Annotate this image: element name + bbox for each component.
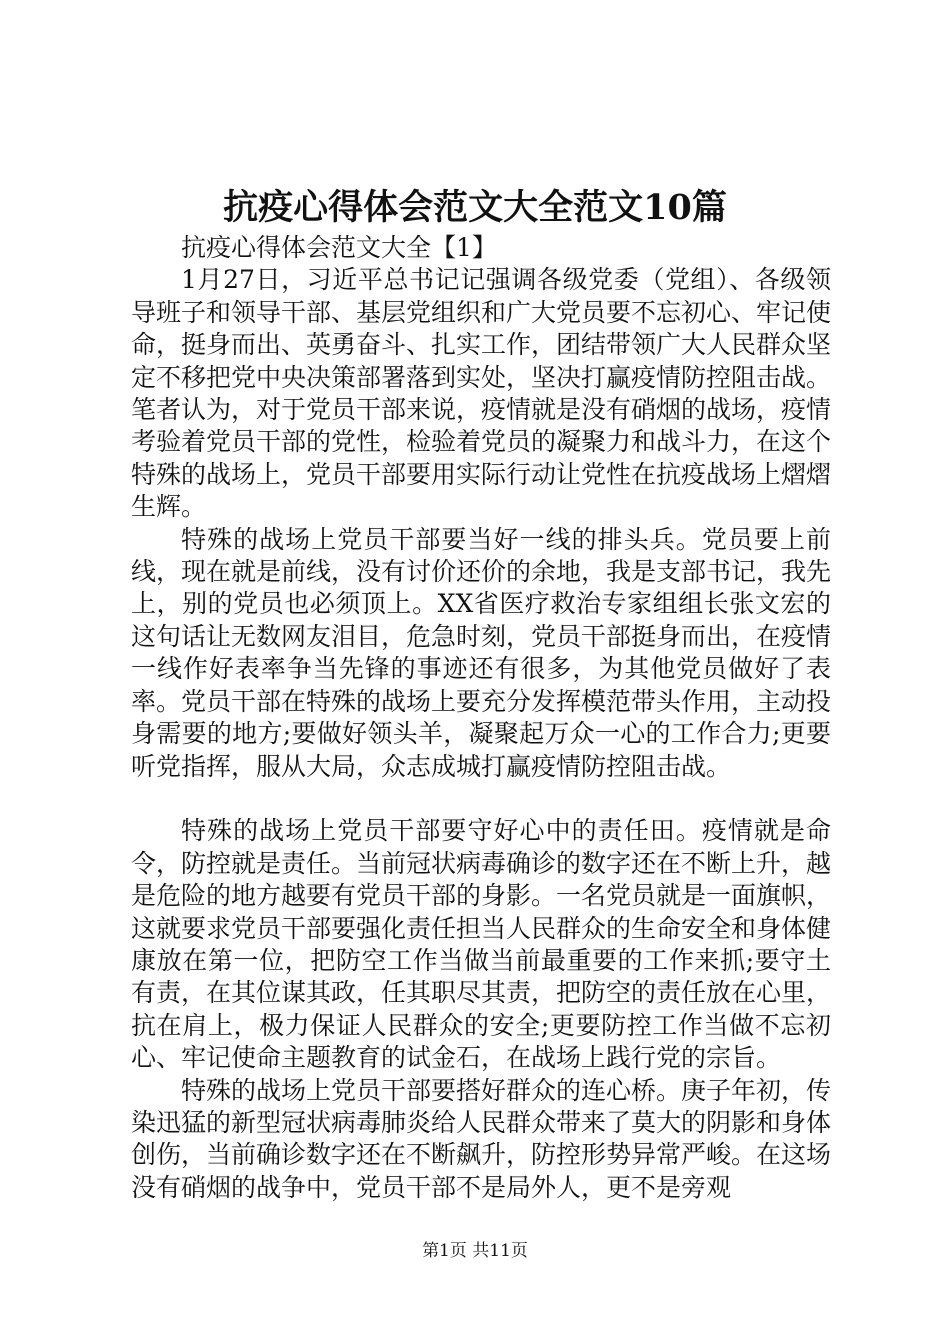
document-title: 抗疫心得体会范文大全范文10篇 bbox=[223, 187, 727, 228]
body-paragraph: 特殊的战场上党员干部要搭好群众的连心桥。庚子年初，传染迅猛的新型冠状病毒肺炎给人民群众带来了莫大的阴影和身体创伤，当前确诊数字还在不断飙升，防控形势异常严峻。在这场没有硝烟的战争中，党员干部不是局外人，更不是旁观 bbox=[131, 1075, 832, 1202]
section-heading: 抗疫心得体会范文大全【1】 bbox=[181, 233, 497, 262]
body-paragraph: 特殊的战场上党员干部要当好一线的排头兵。党员要上前线，现在就是前线，没有讨价还价的余地，我是支部书记，我先上，别的党员也必须顶上。XX省医疗救治专家组组长张文宏的这句话让无数网友泪目，危急时刻，党员干部挺身而出，在疫情一线作好表率争当先锋的事迹还有很多，为其他党员做好了表率。党员干部在特殊的战场上要充分发挥模范带头作用，主动投身需要的地方;要做好领头羊，凝聚起万众一心的工作合力;更要听党指挥，服从大局，众志成城打赢疫情防控阻击战。 bbox=[131, 524, 832, 781]
page-footer: 第1页 共11页 bbox=[422, 1241, 528, 1261]
body-paragraph: 1月27日，习近平总书记记强调各级党委（党组）、各级领导班子和领导干部、基层党组织和广大党员要不忘初心、牢记使命，挺身而出、英勇奋斗、扎实工作，团结带领广大人民群众坚定不移把党中央决策部署落到实处，坚决打赢疫情防控阻击战。笔者认为，对于党员干部来说，疫情就是没有硝烟的战场，疫情考验着党员干部的党性，检验着党员的凝聚力和战斗力，在这个特殊的战场上，党员干部要用实际行动让党性在抗疫战场上熠熠生辉。 bbox=[131, 265, 832, 522]
document-body bbox=[131, 232, 831, 1204]
body-paragraph: 特殊的战场上党员干部要守好心中的责任田。疫情就是命令，防控就是责任。当前冠状病毒确诊的数字还在不断上升，越是危险的地方越要有党员干部的身影。一名党员就是一面旗帜，这就要求党员干部要强化责任担当人民群众的生命安全和身体健康放在第一位，把防空工作当做当前最重要的工作来抓;要守土有责，在其位谋其政，任其职尽其责，把防空的责任放在心里，抗在肩上，极力保证人民群众的安全;更要防控工作当做不忘初心、牢记使命主题教育的试金石，在战场上践行党的宗旨。 bbox=[131, 816, 832, 1073]
